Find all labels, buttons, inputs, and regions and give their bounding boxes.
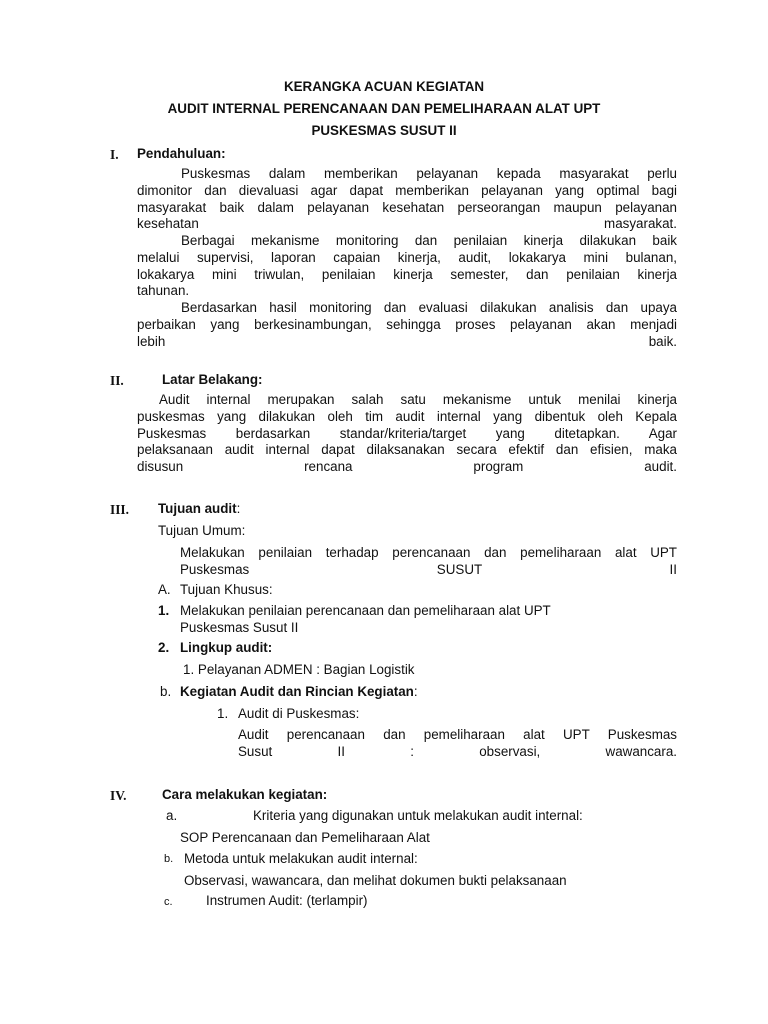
list-marker-b: b.: [160, 684, 172, 699]
metoda-label: Metoda untuk melakukan audit internal:: [184, 851, 418, 866]
section-3-heading: [158, 501, 240, 516]
text-line: tahunan.: [137, 283, 190, 299]
tujuan-umum-label: Tujuan Umum:: [158, 523, 246, 538]
section-3-heading-colon: :: [236, 501, 241, 516]
text-line: Melakukan penilaian terhadap perencanaan dan pemeliharaan alat UPT: [180, 545, 677, 560]
doc-title-line2: AUDIT INTERNAL PERENCANAAN DAN PEMELIHARAAN ALAT UPT: [167, 101, 601, 116]
text-line: Susut II : observasi, wawancara.: [238, 743, 677, 759]
text-line: Audit perencanaan dan pemeliharaan alat UPT Puskesmas: [238, 727, 677, 742]
kegiatan-audit-heading-text: Kegiatan Audit dan Rincian Kegiatan: [180, 684, 414, 699]
doc-title-line3: PUSKESMAS SUSUT II: [311, 123, 457, 138]
text-line: Melakukan penilaian perencanaan dan pemeliharaan alat UPT: [180, 603, 551, 618]
text-line: Audit internal merupakan salah satu mekanisme untuk menilai kinerja: [159, 392, 677, 407]
tujuan-khusus-label: Tujuan Khusus:: [180, 582, 273, 597]
section-4-number: IV.: [110, 788, 127, 803]
audit-puskesmas-detail: [238, 727, 677, 761]
lingkup-audit-label: Lingkup audit:: [180, 640, 273, 655]
kriteria-detail: SOP Perencanaan dan Pemeliharaan Alat: [180, 830, 430, 845]
instrumen-audit-label: Instrumen Audit: (terlampir): [206, 893, 368, 908]
audit-puskesmas-label: Audit di Puskesmas:: [238, 706, 360, 721]
text-line: Puskesmas dalam memberikan pelayanan kepada masyarakat perlu: [181, 166, 677, 181]
text-line: pelaksanaan audit internal dapat dilaksanakan secara efektif dan efisien, maka: [137, 442, 677, 458]
list-marker-1: 1.: [158, 603, 170, 618]
section-1-paragraph-3: [137, 300, 677, 350]
list-marker-iv-a: a.: [166, 808, 178, 823]
metoda-detail: Observasi, wawancara, dan melihat dokumen bukti pelaksanaan: [184, 873, 567, 888]
section-1-number: I.: [110, 147, 119, 162]
text-line: Puskesmas SUSUT II: [180, 561, 677, 577]
text-line: Puskesmas berdasarkan standar/kriteria/target yang ditetapkan. Agar: [137, 425, 677, 441]
kegiatan-audit-heading-colon: :: [413, 684, 418, 699]
list-marker-a: A.: [158, 582, 171, 597]
text-line: puskesmas yang dilakukan oleh tim audit internal yang dibentuk oleh Kepala: [137, 408, 677, 424]
section-1-heading: Pendahuluan:: [137, 146, 226, 161]
text-line: perbaikan yang berkesinambungan, sehingga proses pelayanan akan menjadi: [137, 316, 677, 332]
text-line: lokakarya mini triwulan, penilaian kinerja semester, dan penilaian kinerja: [137, 266, 677, 282]
list-marker-b1: 1.: [217, 706, 229, 721]
section-3-number: III.: [110, 502, 129, 517]
section-3-heading-text: Tujuan audit: [158, 501, 237, 516]
text-line: kesehatan masyarakat.: [137, 216, 677, 232]
text-line: dimonitor dan dievaluasi agar dapat memberikan pelayanan yang optimal bagi: [137, 182, 677, 198]
list-marker-iv-c: c.: [164, 896, 173, 908]
list-marker-2: 2.: [158, 640, 170, 655]
section-1-paragraph-1: [137, 166, 677, 233]
text-line: Berbagai mekanisme monitoring dan penilaian kinerja dilakukan baik: [181, 233, 677, 248]
tujuan-khusus-item-1: [180, 603, 551, 637]
section-4-heading: Cara melakukan kegiatan:: [162, 787, 328, 802]
section-1-paragraph-2: [137, 233, 677, 300]
lingkup-audit-item: 1. Pelayanan ADMEN : Bagian Logistik: [183, 662, 415, 677]
text-line: Berdasarkan hasil monitoring dan evaluasi dilakukan analisis dan upaya: [181, 300, 677, 315]
kegiatan-audit-heading: [180, 684, 418, 699]
text-line: masyarakat baik dalam pelayanan kesehatan perseorangan maupun pelayanan: [137, 199, 677, 215]
text-line: melalui supervisi, laporan capaian kinerja, audit, lokakarya mini bulanan,: [137, 249, 677, 265]
text-line: disusun rencana program audit.: [137, 459, 677, 475]
text-line: lebih baik.: [137, 333, 677, 349]
tujuan-umum-text: [180, 545, 677, 579]
section-2-heading: Latar Belakang:: [162, 372, 263, 387]
doc-title-line1: KERANGKA ACUAN KEGIATAN: [283, 79, 485, 94]
section-2-number: II.: [110, 373, 124, 388]
section-2-paragraph-1: [137, 392, 677, 476]
list-marker-iv-b: b.: [164, 853, 174, 865]
text-line: Puskesmas Susut II: [180, 619, 299, 635]
kriteria-label: Kriteria yang digunakan untuk melakukan audit internal:: [253, 808, 583, 823]
